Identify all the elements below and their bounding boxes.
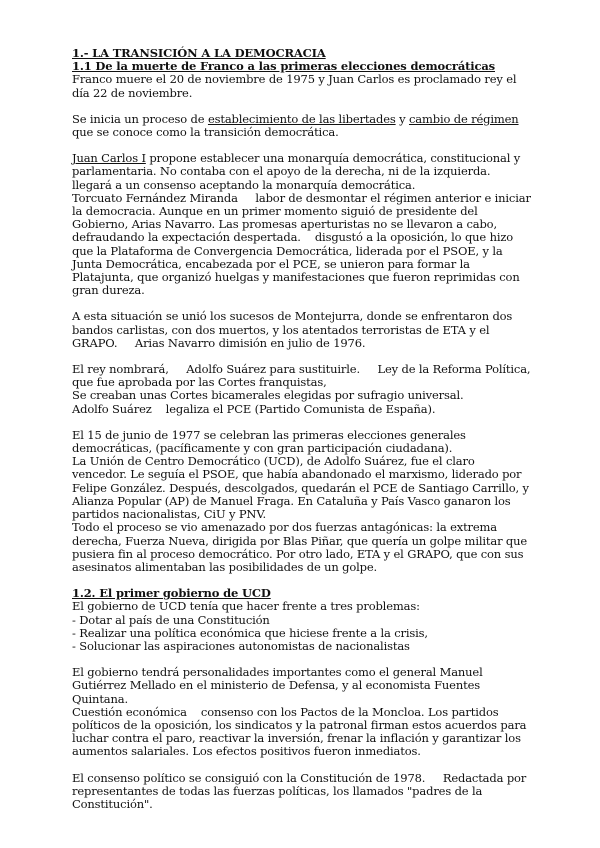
paragraph	[72, 152, 532, 192]
paragraph: Cuestión económica consenso con los Pactos de la Moncloa. Los partidos políticos de la oposición, los sindicatos y la patronal firman estos acuerdos para luchar contra el paro, reactivar la inversión, frenar la inflación y garantizar los aumentos salariales. Los efectos positivos fueron inmediatos.	[72, 704, 530, 759]
underlined-text: cambio de régimen	[408, 111, 519, 126]
paragraph: Franco muere el 20 de noviembre de 1975 y Juan Carlos es proclamado rey el día 22 de noviembre.	[72, 72, 520, 100]
subsection-heading: 1.2. El primer gobierno de UCD	[72, 586, 271, 601]
paragraph: El 15 de junio de 1977 se celebran las primeras elecciones generales democráticas, (pacíficamente y con gran participación ciudadana).	[72, 427, 470, 456]
paragraph: Todo el proceso se vio amenazado por dos fuerzas antagónicas: la extrema derecha, Fuerza Nueva, dirigida por Blas Piñar, que quería un golpe militar que pusiera fin al proceso democrático. Por otro lado, ETA y el GRAPO, que con sus asesinatos alimentaban las posibilidades de un golpe.	[72, 520, 531, 574]
paragraph: Se creaban unas Cortes bicamerales elegidas por sufragio universal.	[72, 388, 464, 403]
text: y	[395, 111, 409, 126]
paragraph: Torcuato Fernández Miranda labor de desmontar el régimen anterior e iniciar la democracia. Aunque en un primer momento siguió de presidente del Gobierno, Arias Navarro. Las promesas aperturistas no se llevaron a cabo, defraudando la expectación despertada. disgustó a la oposición, lo que hizo que la Plataforma de Convergencia Democrática, liderada por el PSOE, y la Junta Democrática, encabezada por el PCE, se unieron para formar la Platajunta, que organizó huelgas y manifestaciones que fueron reprimidas con gran dureza.	[72, 190, 535, 298]
text: que se conoce como la transición democrática.	[72, 111, 523, 140]
underlined-text: Juan Carlos I	[72, 151, 146, 166]
paragraph: La Unión de Centro Democrático (UCD), de Adolfo Suárez, fue el claro vencedor. Le seguía el PSOE, que había abandonado el marxismo, liderado por Felipe González. Después, descolgados, quedarán el PCE de Santiago Carrillo, y Alianza Popular (AP) de Manuel Fraga. En Cataluña y País Vasco ganaron los partidos nacionalistas, CiU y PNV.	[72, 454, 533, 522]
underlined-text: establecimiento de las libertades	[207, 111, 396, 126]
paragraph	[72, 113, 532, 139]
text: Se inicia un proceso de	[72, 111, 208, 126]
list-item: - Solucionar las aspiraciones autonomistas de nacionalistas	[72, 638, 410, 653]
subsection-heading: 1.1 De la muerte de Franco a las primeras elecciones democráticas	[72, 59, 495, 74]
paragraph: El consenso político se consiguió con la Constitución de 1978. Redactada por representantes de todas las fuerzas políticas, los llamados "padres de la Constitución".	[72, 770, 530, 811]
list-item: - Realizar una política económica que hiciese frente a la crisis,	[72, 625, 428, 640]
paragraph: El gobierno tendrá personalidades importantes como el general Manuel Gutiérrez Mellado en el ministerio de Defensa, y al economista Fuentes Quintana.	[72, 665, 487, 706]
paragraph: El rey nombrará, Adolfo Suárez para sustituirle. Ley de la Reforma Política, que fue aprobada por las Cortes franquistas,	[72, 362, 534, 390]
text: propone establecer una monarquía democrática, constitucional y parlamentaria. No contaba con el apoyo de la derecha, ni de la izquierda. llegará a un consenso aceptando la monarquía democrática.	[72, 151, 524, 192]
paragraph: El gobierno de UCD tenía que hacer frente a tres problemas:	[72, 599, 420, 614]
paragraph: Adolfo Suárez legaliza el PCE (Partido Comunista de España).	[72, 401, 436, 416]
section-heading: 1.- LA TRANSICIÓN A LA DEMOCRACIA	[72, 46, 326, 60]
paragraph: A esta situación se unió los sucesos de Montejurra, donde se enfrentaron dos bandos carlistas, con dos muertos, y los atentados terroristas de ETA y el GRAPO. Arias Navarro dimisión en julio de 1976.	[72, 309, 516, 350]
document-page	[72, 46, 535, 811]
list-item: - Dotar al país de una Constitución	[72, 612, 270, 627]
